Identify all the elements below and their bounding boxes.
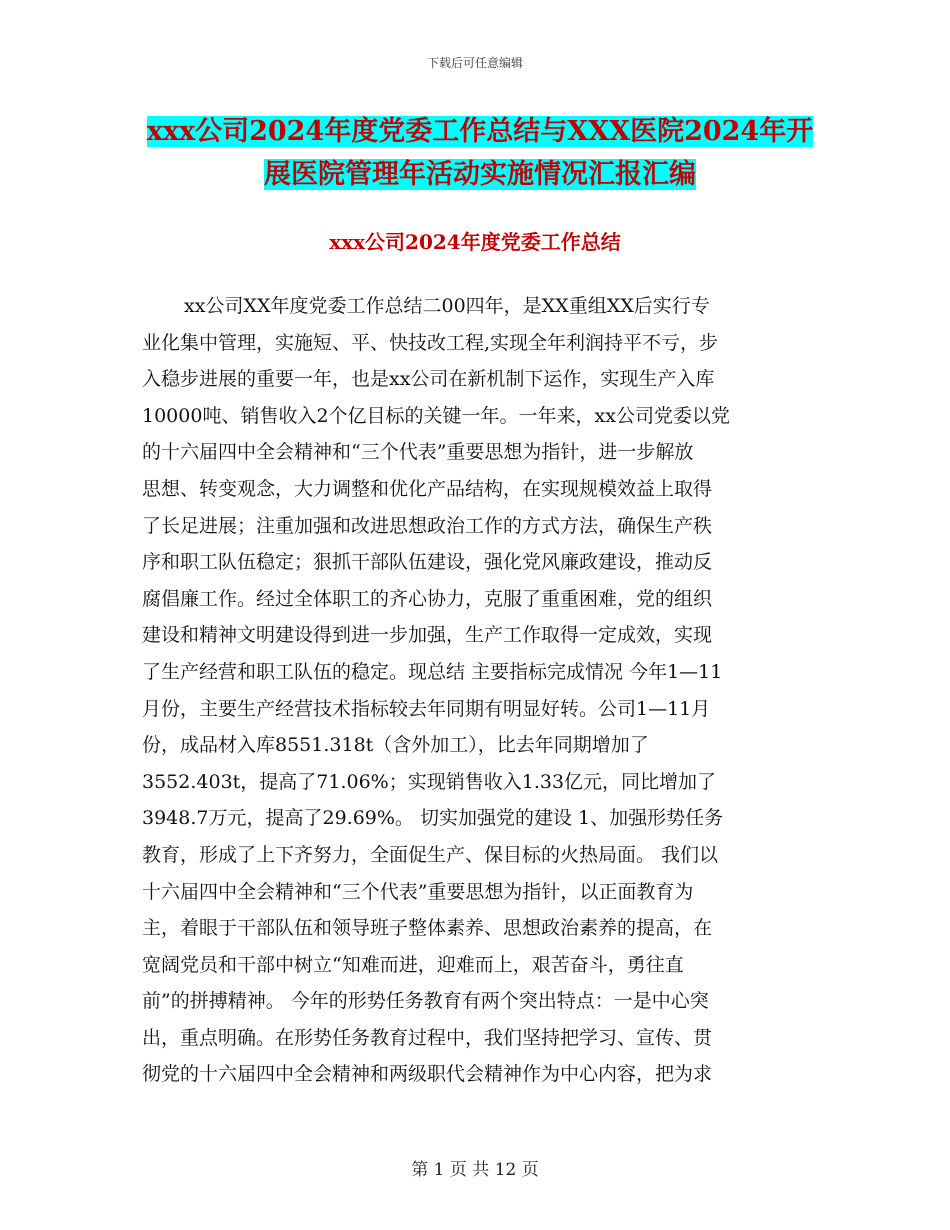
body-line: 份，成品材入库8551.318t（含外加工），比去年同期增加了 — [142, 734, 649, 757]
body-line: 前”的拼搏精神。 今年的形势任务教育有两个突出特点：一是中心突 — [142, 990, 709, 1013]
section-title: xxx公司2024年度党委工作总结 — [329, 230, 621, 254]
body-line: 的十六届四中全会精神和“三个代表”重要思想为指针，进一步解放 — [142, 441, 694, 464]
body-line: 了生产经营和职工队伍的稳定。现总结 主要指标完成情况 今年1—11 — [142, 660, 723, 683]
body-line: 思想、转变观念，大力调整和优化产品结构，在实现规模效益上取得 — [142, 477, 713, 500]
body-line: 彻党的十六届四中全会精神和两级职代会精神作为中心内容，把为求 — [142, 1063, 713, 1086]
header-note: 下载后可任意编辑 — [426, 56, 523, 70]
body-line: 建设和精神文明建设得到进一步加强，生产工作取得一定成效，实现 — [142, 624, 713, 647]
body-line: 3948.7万元，提高了29.69%。 切实加强党的建设 1、加强形势任务 — [142, 807, 724, 830]
body-line: 腐倡廉工作。经过全体职工的齐心协力，克服了重重困难，党的组织 — [142, 587, 713, 610]
body-line: 出，重点明确。在形势任务教育过程中，我们坚持把学习、宣传、贯 — [142, 1026, 713, 1049]
body-line: 主，着眼于干部队伍和领导班子整体素养、思想政治素养的提高，在 — [142, 917, 713, 940]
main-title-line-2: 展医院管理年活动实施情况汇报汇编 — [264, 159, 696, 190]
body-text — [142, 288, 812, 1093]
main-title — [140, 110, 820, 196]
body-line: 宽阔党员和干部中树立“知难而进，迎难而上，艰苦奋斗，勇往直 — [142, 953, 684, 976]
page-footer: 第 1 页 共 12 页 — [411, 1160, 539, 1180]
body-line: 3552.403t，提高了71.06%；实现销售收入1.33亿元，同比增加了 — [142, 770, 717, 793]
body-line: xx公司XX年度党委工作总结二00四年，是XX重组XX后实行专 — [184, 295, 710, 317]
body-line: 入稳步进展的重要一年，也是xx公司在新机制下运作，实现生产入库 — [142, 368, 715, 391]
main-title-line-1: xxx公司2024年度党委工作总结与XXX医院2024年开 — [146, 116, 814, 147]
body-line: 10000吨、销售收入2个亿目标的关键一年。一年来，xx公司党委以党 — [142, 404, 730, 427]
body-line: 了长足进展；注重加强和改进思想政治工作的方式方法，确保生产秩 — [142, 514, 713, 537]
body-line: 十六届四中全会精神和“三个代表”重要思想为指针，以正面教育为 — [142, 880, 694, 903]
body-line: 月份，主要生产经营技术指标较去年同期有明显好转。公司1—11月 — [142, 697, 711, 720]
body-line: 教育，形成了上下齐努力，全面促生产、保目标的火热局面。 我们以 — [142, 843, 719, 866]
body-line: 业化集中管理，实施短、平、快技改工程,实现全年利润持平不亏，步 — [142, 331, 719, 354]
body-line: 序和职工队伍稳定；狠抓干部队伍建设，强化党风廉政建设，推动反 — [142, 551, 713, 574]
